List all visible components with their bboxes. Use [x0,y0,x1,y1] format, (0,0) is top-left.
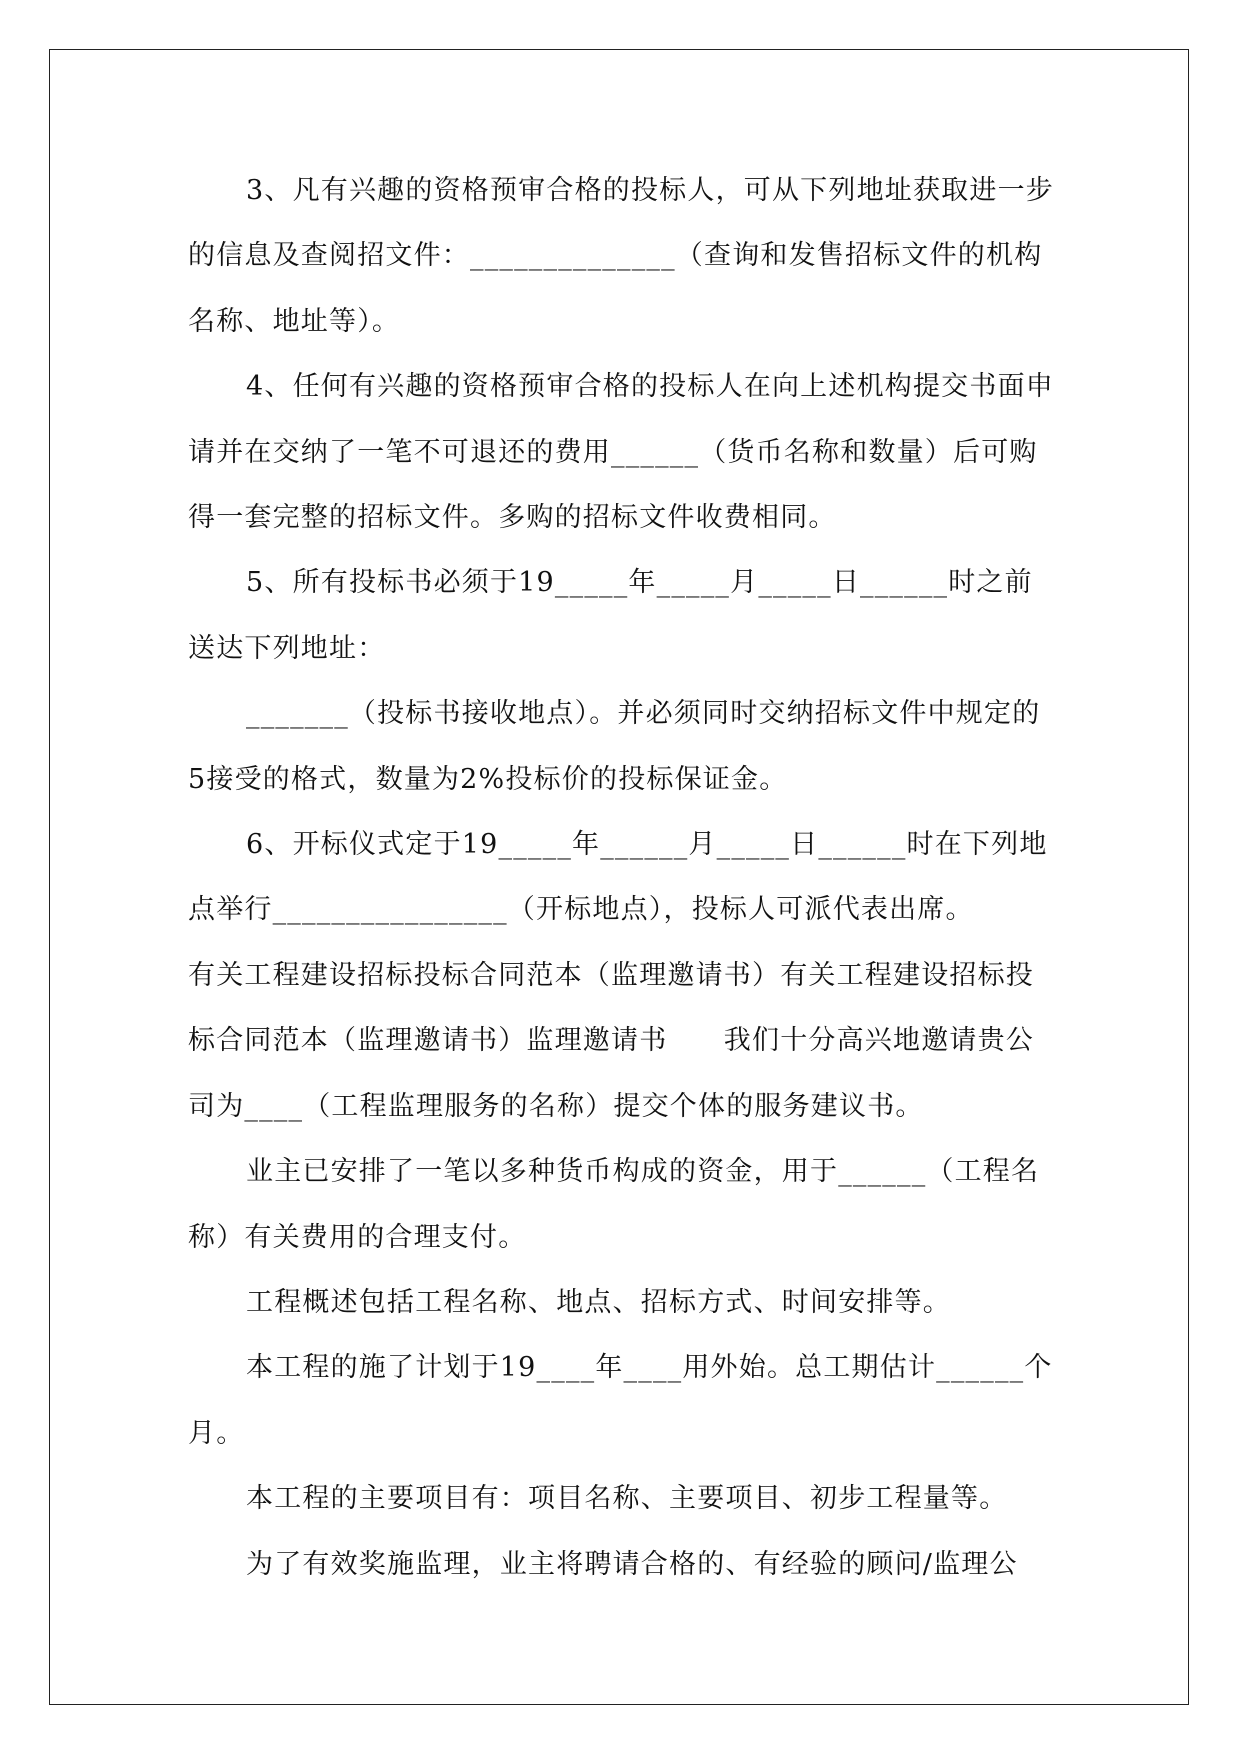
paragraph-schedule: 本工程的施了计划于19____年____用外始。总工期估计______个月。 [188,1352,1053,1449]
paragraph-overview: 工程概述包括工程名称、地点、招标方式、时间安排等。 [246,1286,951,1318]
paragraph-item-3: 3、凡有兴趣的资格预审合格的投标人，可从下列地址获取进一步的信息及查阅招文件：______________（查询和发售招标文件的机构名称、地址等）。 [188,175,1054,337]
document-body [188,158,1054,1597]
paragraph-invitation-heading: 有关工程建设招标投标合同范本（监理邀请书）有关工程建设招标投标合同范本（监理邀请书）监理邀请书 我们十分高兴地邀请贵公司为____（工程监理服务的名称）提交个体的服务建议书。 [188,959,1034,1122]
paragraph-item-4: 4、任何有兴趣的资格预审合格的投标人在向上述机构提交书面申请并在交纳了一笔不可退还的费用______（货币名称和数量）后可购得一套完整的招标文件。多购的招标文件收费相同。 [188,371,1054,534]
paragraph-item-6: 6、开标仪式定于19_____年______月_____日______时在下列地点举行________________（开标地点），投标人可派代表出席。 [188,829,1048,926]
paragraph-funding: 业主已安排了一笔以多种货币构成的资金，用于______（工程名称）有关费用的合理支付。 [188,1156,1040,1253]
paragraph-item-5: 5、所有投标书必须于19_____年_____月_____日______时之前送达下列地址： [188,567,1033,664]
paragraph-supervision: 为了有效奖施监理，业主将聘请合格的、有经验的顾问/监理公 [246,1548,1018,1580]
paragraph-main-items: 本工程的主要项目有：项目名称、主要项目、初步工程量等。 [246,1483,1008,1515]
paragraph-bid-location: _______（投标书接收地点）。并必须同时交纳招标文件中规定的5接受的格式，数量为2%投标价的投标保证金。 [188,698,1041,795]
